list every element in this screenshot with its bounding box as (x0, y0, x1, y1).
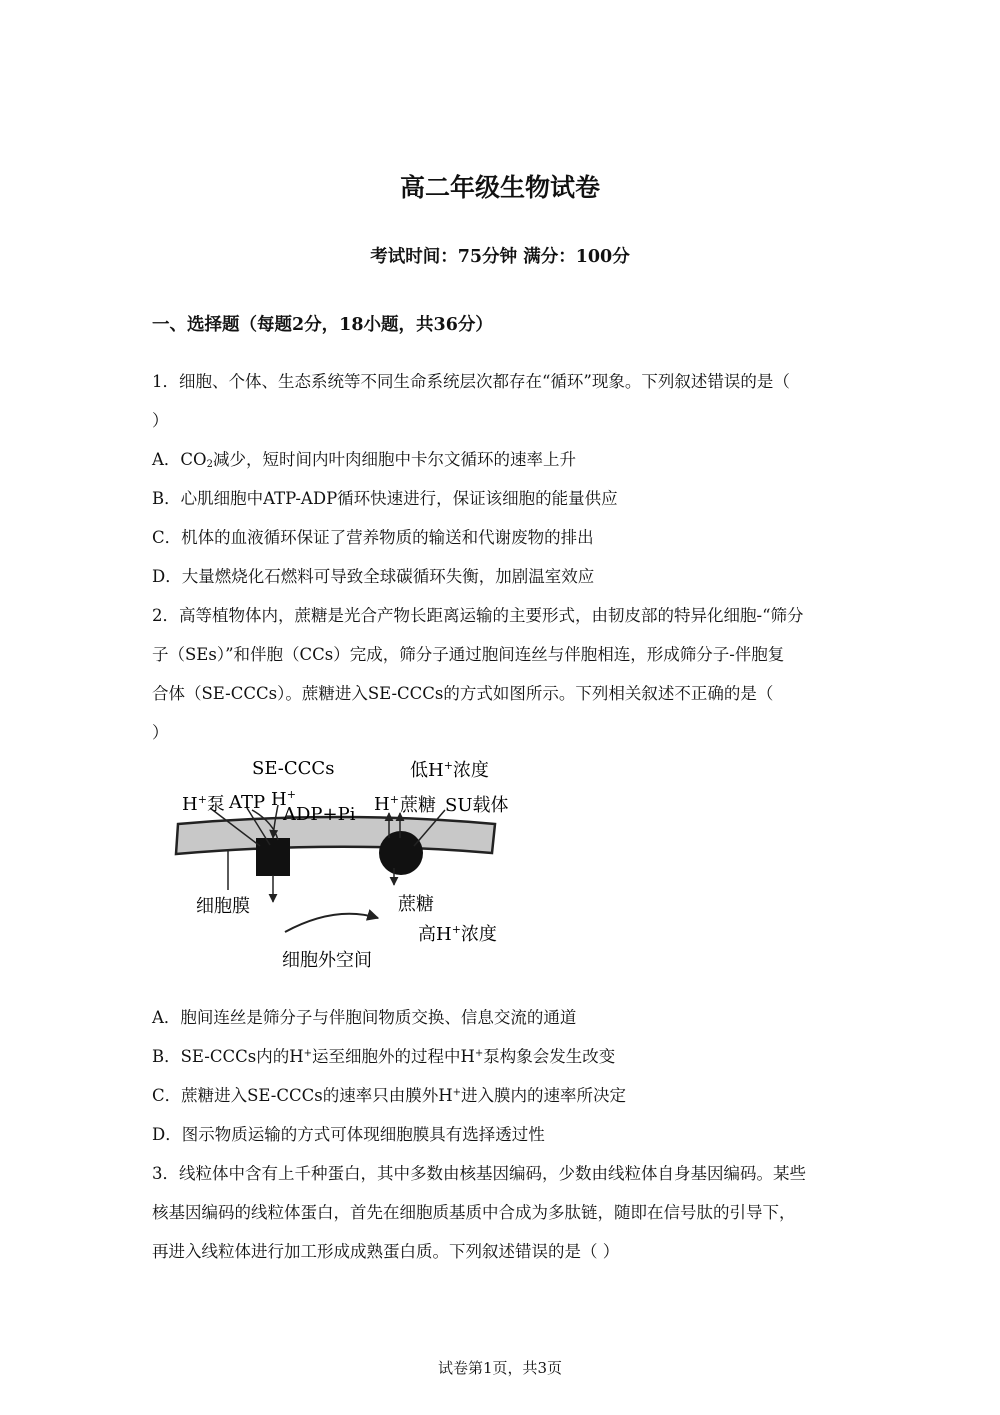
figure-label-outside: 细胞外空间 (282, 950, 372, 971)
figure-label-membrane: 细胞膜 (196, 896, 250, 917)
q1-stem-line2: ） (152, 411, 169, 430)
h-pump (256, 838, 290, 876)
section-heading: 一、选择题（每题2分，18小题，共36分） (152, 315, 493, 335)
su-carrier (379, 831, 423, 875)
q1-stem-line1: 1．细胞、个体、生态系统等不同生命系统层次都存在“循环”现象。下列叙述错误的是（ (152, 372, 790, 391)
q1-option-c: C．机体的血液循环保证了营养物质的输送和代谢废物的排出 (152, 528, 594, 547)
q1-option-b: B．心肌细胞中ATP-ADP循环快速进行，保证该细胞的能量供应 (152, 489, 618, 508)
figure-label-high-h: 高H+浓度 (418, 923, 497, 945)
page-footer: 试卷第1页，共3页 (437, 1359, 563, 1377)
figure-label-secccs: SE-CCCs (252, 758, 335, 779)
q2-option-d: D．图示物质运输的方式可体现细胞膜具有选择透过性 (152, 1125, 545, 1144)
figure-label-sucrose-bottom: 蔗糖 (398, 894, 434, 915)
q2-stem-line2: 子（SEs）”和伴胞（CCs）完成，筛分子通过胞间连丝与伴胞相连，形成筛分子-伴胞复 (152, 645, 785, 664)
q2-stem-line1: 2．高等植物体内，蔗糖是光合产物长距离运输的主要形式，由韧皮部的特异化细胞-“筛分 (152, 606, 804, 625)
q3-stem-line3: 再进入线粒体进行加工形成成熟蛋白质。下列叙述错误的是（ ） (152, 1242, 620, 1261)
figure-label-h-pump: H+泵 (182, 793, 225, 815)
q2-option-b: B．SE-CCCs内的H+运至细胞外的过程中H+泵构象会发生改变 (152, 1047, 616, 1066)
q2-stem-line4: ） (152, 723, 169, 742)
q2-option-c: C．蔗糖进入SE-CCCs的速率只由膜外H+进入膜内的速率所决定 (152, 1086, 626, 1105)
q2-stem-line3: 合体（SE-CCCs）。蔗糖进入SE-CCCs的方式如图所示。下列相关叙述不正确的是（ (152, 684, 774, 703)
q1-option-a: A．$CO_2$减少，短时间内叶肉细胞中卡尔文循环的速率上升 (152, 450, 576, 470)
figure-label-h-plus: H+ (271, 788, 296, 810)
sucrose-transport-figure (170, 750, 530, 980)
figure-label-sucrose-top: 蔗糖 (400, 795, 436, 816)
figure-label-h-plus-2: H+ (374, 793, 399, 815)
q3-stem-line1: 3．线粒体中含有上千种蛋白，其中多数由核基因编码，少数由线粒体自身基因编码。某些 (152, 1164, 806, 1183)
exam-info: 考试时间：75分钟 满分：100分 (370, 247, 630, 267)
q2-option-a: A．胞间连丝是筛分子与伴胞间物质交换、信息交流的通道 (152, 1008, 577, 1027)
q3-stem-line2: 核基因编码的线粒体蛋白，首先在细胞质基质中合成为多肽链，随即在信号肽的引导下， (152, 1203, 796, 1222)
q1-option-d: D．大量燃烧化石燃料可导致全球碳循环失衡，加剧温室效应 (152, 567, 595, 586)
figure-label-adp: ADP+Pi (283, 804, 356, 825)
page-title: 高二年级生物试卷 (399, 173, 600, 202)
figure-label-low-h: 低H+浓度 (410, 759, 489, 781)
figure-label-atp: ATP (229, 792, 266, 813)
figure-label-su-carrier: SU载体 (445, 795, 509, 816)
